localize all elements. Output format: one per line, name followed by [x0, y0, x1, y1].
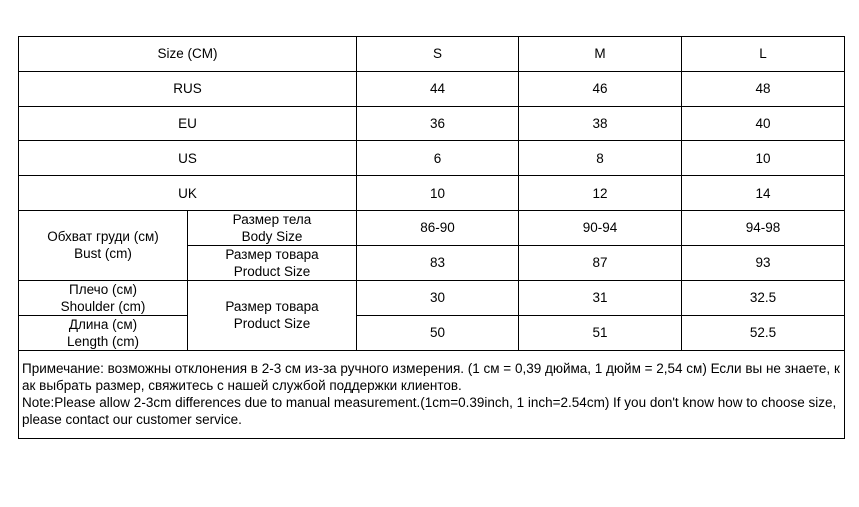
- uk-label: UK: [19, 176, 357, 211]
- us-row: [19, 141, 845, 176]
- uk-row: [19, 176, 845, 211]
- us-value-s: 6: [357, 141, 519, 176]
- eu-value-s: 36: [357, 106, 519, 141]
- uk-value-s: 10: [357, 176, 519, 211]
- note-text-ru: Примечание: возможны отклонения в 2-3 см из-за ручного измерения. (1 см = 0,39 дюйма, 1 дюйм = 2,54 см) Если вы не знаете, как выбрать размер, свяжитесь с нашей службой поддержки клиентов.: [22, 360, 840, 393]
- eu-value-l: 40: [682, 106, 845, 141]
- us-value-l: 10: [682, 141, 845, 176]
- body-size-label: [188, 210, 357, 245]
- size-header-l: L: [682, 37, 845, 72]
- rus-row: [19, 71, 845, 106]
- rus-value-m: 46: [519, 71, 682, 106]
- shoulder-label-en: Shoulder (cm): [60, 298, 146, 314]
- length-label: [19, 315, 188, 350]
- eu-row: [19, 106, 845, 141]
- size-header-m: M: [519, 37, 682, 72]
- shoulder-label: [19, 280, 188, 315]
- rus-value-l: 48: [682, 71, 845, 106]
- bust-label-ru: Обхват груди (см): [47, 229, 159, 245]
- rus-value-s: 44: [357, 71, 519, 106]
- note-row: [19, 350, 845, 438]
- us-label: US: [19, 141, 357, 176]
- length-value-m: 51: [519, 315, 682, 350]
- body-size-label-en: Body Size: [241, 228, 303, 244]
- note-text-en: Note:Please allow 2-3cm differences due to manual measurement.(1cm=0.39inch, 1 inch=2.54cm) If you don't know how to choose size, please contact our customer service.: [22, 394, 837, 427]
- bust-body-value-s: 86-90: [357, 210, 519, 245]
- shared-product-size-label-en: Product Size: [233, 316, 311, 332]
- length-row: [19, 315, 845, 350]
- length-label-ru: Длина (см): [68, 316, 138, 332]
- size-header-s: S: [357, 37, 519, 72]
- rus-label: RUS: [19, 71, 357, 106]
- shoulder-row: [19, 280, 845, 315]
- bust-label: [19, 210, 188, 280]
- bust-body-size-row: [19, 210, 845, 245]
- us-value-m: 8: [519, 141, 682, 176]
- header-row: [19, 37, 845, 72]
- bust-product-value-l: 93: [682, 245, 845, 280]
- size-header-label: Size (CM): [19, 37, 357, 72]
- uk-value-m: 12: [519, 176, 682, 211]
- bust-body-value-m: 90-94: [519, 210, 682, 245]
- length-value-s: 50: [357, 315, 519, 350]
- bust-product-value-s: 83: [357, 245, 519, 280]
- bust-product-size-label: [188, 245, 357, 280]
- uk-value-l: 14: [682, 176, 845, 211]
- size-chart-table: [18, 36, 845, 439]
- shoulder-value-m: 31: [519, 280, 682, 315]
- bust-product-size-label-en: Product Size: [233, 263, 311, 279]
- bust-label-en: Bust (cm): [74, 246, 132, 262]
- eu-value-m: 38: [519, 106, 682, 141]
- shared-product-size-label: [188, 280, 357, 350]
- shoulder-value-l: 32.5: [682, 280, 845, 315]
- body-size-label-ru: Размер тела: [232, 211, 312, 227]
- note-cell: [19, 350, 845, 438]
- length-value-l: 52.5: [682, 315, 845, 350]
- shoulder-value-s: 30: [357, 280, 519, 315]
- length-label-en: Length (cm): [66, 333, 140, 349]
- shared-product-size-label-ru: Размер товара: [225, 299, 319, 315]
- shoulder-label-ru: Плечо (см): [69, 281, 137, 297]
- bust-body-value-l: 94-98: [682, 210, 845, 245]
- bust-product-size-label-ru: Размер товара: [225, 246, 319, 262]
- bust-product-value-m: 87: [519, 245, 682, 280]
- eu-label: EU: [19, 106, 357, 141]
